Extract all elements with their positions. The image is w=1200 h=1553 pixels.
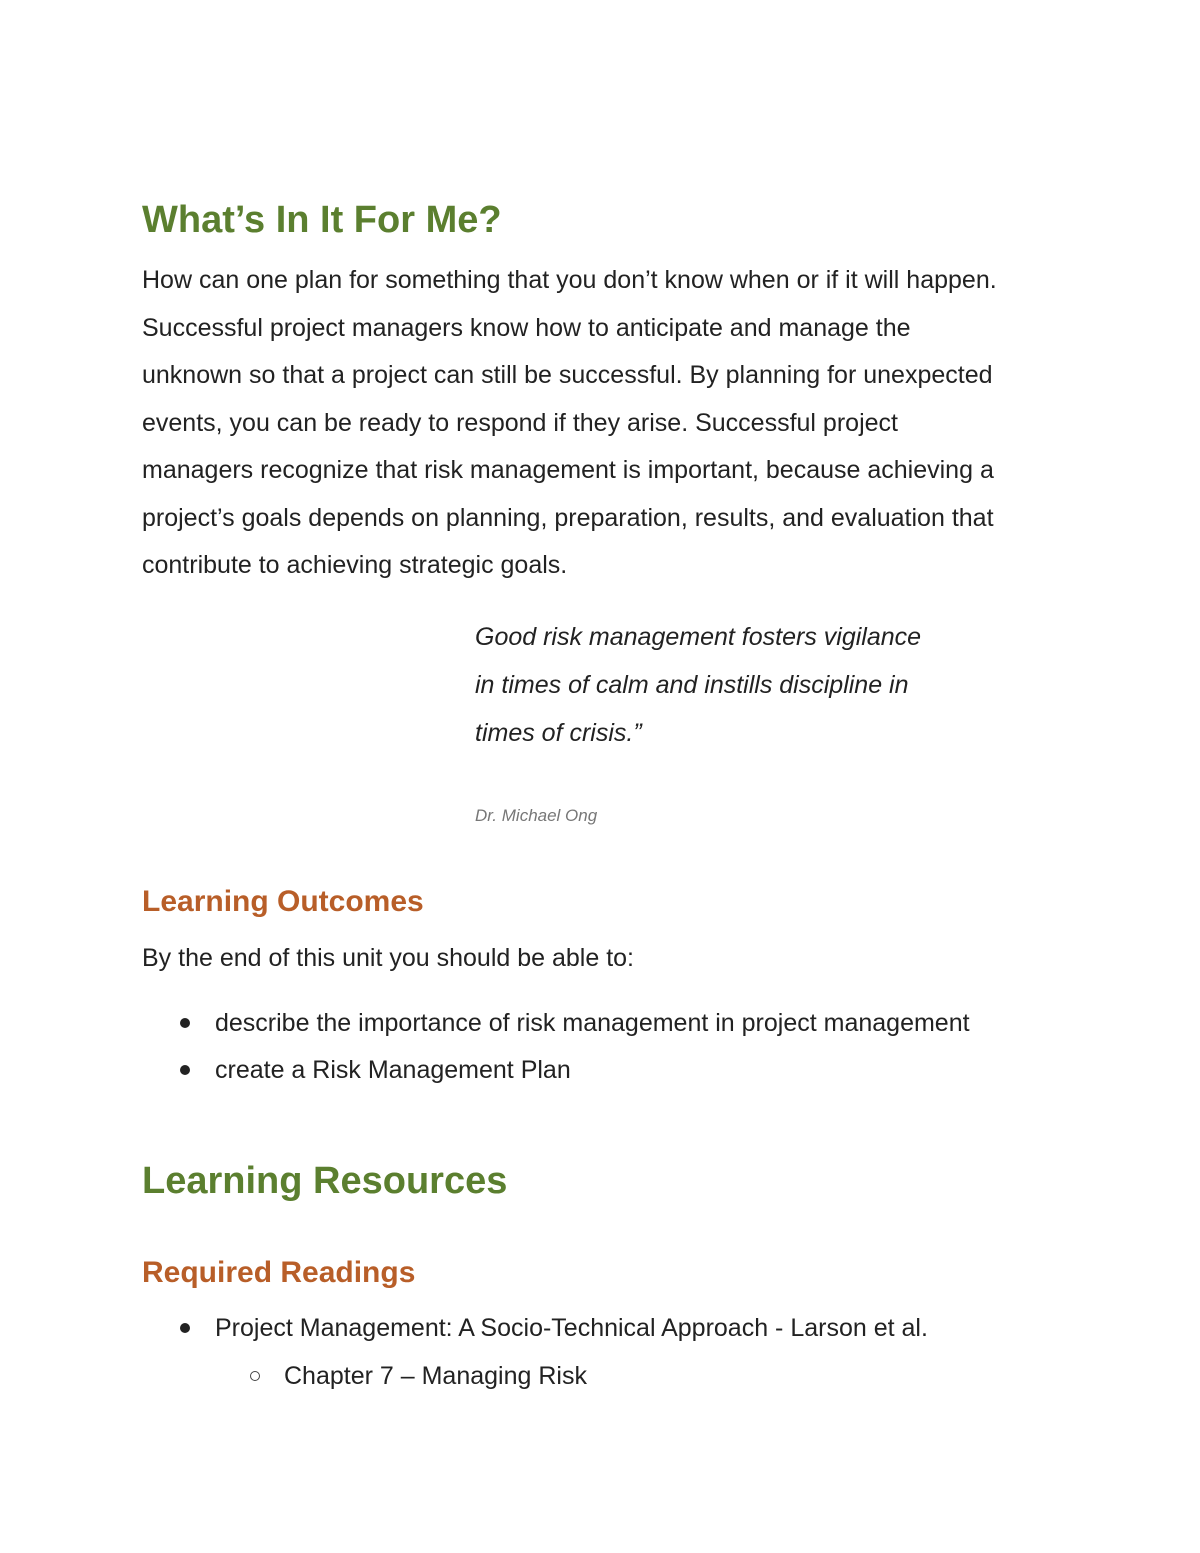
paragraph-line: How can one plan for something that you don’t know when or if it will happen. bbox=[142, 266, 997, 294]
reading-subitem-text: Chapter 7 – Managing Risk bbox=[284, 1362, 587, 1390]
reading-subitem bbox=[250, 1360, 587, 1392]
bullet-icon bbox=[180, 1323, 190, 1333]
reading-item-text: Project Management: A Socio-Technical Approach - Larson et al. bbox=[215, 1314, 928, 1342]
list-item-text: describe the importance of risk management in project management bbox=[215, 1009, 970, 1037]
paragraph-line: contribute to achieving strategic goals. bbox=[142, 551, 568, 579]
required-readings-heading: Required Readings bbox=[142, 1256, 416, 1289]
list-item bbox=[180, 1007, 970, 1039]
paragraph-line: events, you can be ready to respond if they arise. Successful project bbox=[142, 408, 898, 437]
quote-attribution: Dr. Michael Ong bbox=[475, 806, 598, 825]
hollow-bullet-icon bbox=[250, 1371, 260, 1381]
quote-line: times of crisis.” bbox=[475, 719, 642, 747]
list-item-text: create a Risk Management Plan bbox=[215, 1056, 571, 1084]
paragraph-line: Successful project managers know how to anticipate and manage the bbox=[142, 313, 911, 342]
learning-resources-heading: Learning Resources bbox=[142, 1160, 508, 1202]
paragraph-line: managers recognize that risk management is important, because achieving a bbox=[142, 456, 994, 484]
reading-item bbox=[180, 1312, 928, 1344]
learning-outcomes-heading: Learning Outcomes bbox=[142, 885, 424, 918]
paragraph-line: project’s goals depends on planning, preparation, results, and evaluation that bbox=[142, 503, 994, 532]
bullet-icon bbox=[180, 1065, 190, 1075]
quote-line: in times of calm and instills discipline in bbox=[475, 671, 909, 699]
wiifm-paragraph bbox=[142, 257, 1082, 590]
paragraph-line: unknown so that a project can still be successful. By planning for unexpected bbox=[142, 361, 993, 389]
wiifm-heading: What’s In It For Me? bbox=[142, 199, 502, 241]
list-item bbox=[180, 1054, 571, 1086]
bullet-icon bbox=[180, 1018, 190, 1028]
quote-line: Good risk management fosters vigilance bbox=[475, 623, 922, 651]
pull-quote bbox=[475, 613, 921, 757]
learning-outcomes-intro: By the end of this unit you should be able to: bbox=[142, 944, 635, 972]
